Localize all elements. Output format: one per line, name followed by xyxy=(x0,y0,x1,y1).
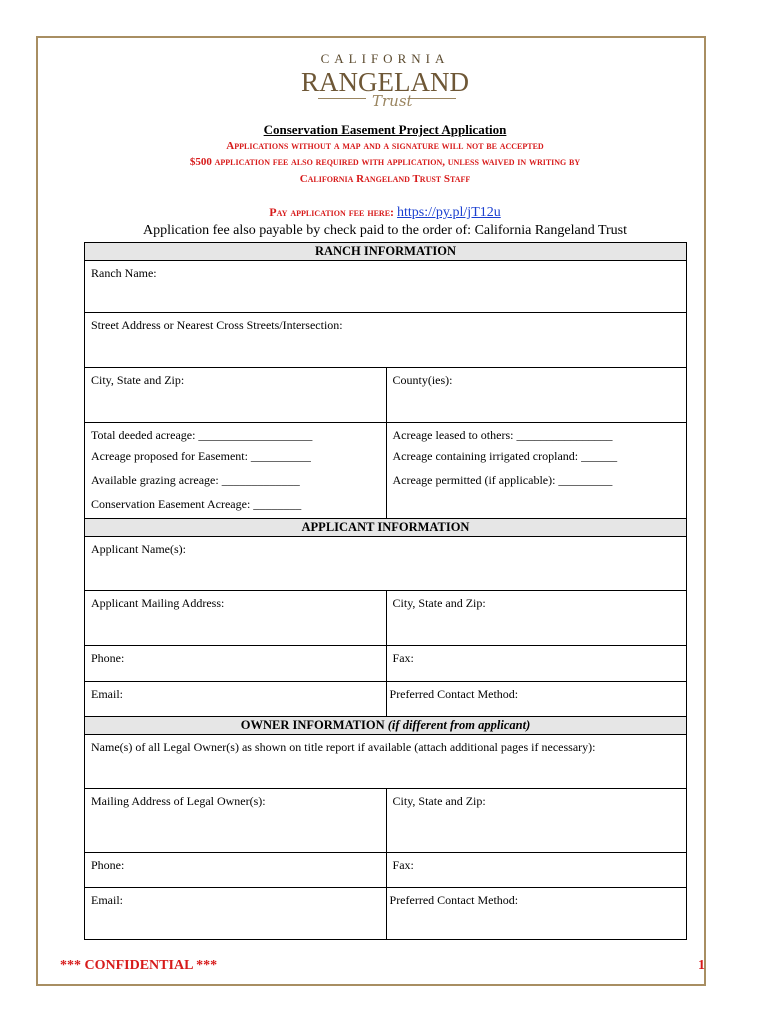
applicant-phone-field[interactable]: Phone: xyxy=(85,646,387,682)
street-address-field[interactable]: Street Address or Nearest Cross Streets/Intersection: xyxy=(85,313,687,368)
logo-top-text: CALIFORNIA xyxy=(320,51,450,66)
applicant-city-field[interactable]: City, State and Zip: xyxy=(386,591,686,646)
applicant-contact-method-field[interactable]: Preferred Contact Method: xyxy=(386,682,686,717)
acreage-permitted-field[interactable]: Acreage permitted (if applicable): _________ xyxy=(386,471,686,495)
owner-header-note: (if different from applicant) xyxy=(387,718,531,732)
ce-acreage-field[interactable]: Conservation Easement Acreage: ________ xyxy=(85,495,387,519)
ranch-info-header: RANCH INFORMATION xyxy=(85,243,687,261)
payment-line xyxy=(0,205,770,221)
owner-mailing-field[interactable]: Mailing Address of Legal Owner(s): xyxy=(85,789,387,853)
confidential-footer: *** CONFIDENTIAL *** xyxy=(60,958,218,973)
owner-phone-field[interactable]: Phone: xyxy=(85,853,387,888)
applicant-mailing-field[interactable]: Applicant Mailing Address: xyxy=(85,591,387,646)
owner-fax-field[interactable]: Fax: xyxy=(386,853,686,888)
empty-cell xyxy=(386,495,686,519)
owner-city-field[interactable]: City, State and Zip: xyxy=(386,789,686,853)
notice-fee: $500 application fee also required with application, unless waived in writing by xyxy=(189,156,581,168)
owner-header-label: OWNER INFORMATION xyxy=(240,718,385,732)
owner-info-header xyxy=(85,717,687,735)
acreage-leased-field[interactable]: Acreage leased to others: ________________ xyxy=(386,423,686,447)
owner-contact-method-field[interactable]: Preferred Contact Method: xyxy=(386,888,686,940)
application-form-table xyxy=(84,242,687,940)
logo-rule-right xyxy=(408,98,456,99)
form-title: Conservation Easement Project Application xyxy=(263,122,507,137)
ranch-name-field[interactable]: Ranch Name: xyxy=(85,261,687,313)
county-field[interactable]: County(ies): xyxy=(386,368,686,423)
logo-script-text: Trust xyxy=(372,92,413,110)
payment-link[interactable]: https://py.pl/jT12u xyxy=(397,205,501,220)
logo-rule-left xyxy=(318,98,366,99)
notice-map-signature: Applications without a map and a signature will not be accepted xyxy=(226,140,544,152)
grazing-acreage-field[interactable]: Available grazing acreage: _____________ xyxy=(85,471,387,495)
ranch-city-field[interactable]: City, State and Zip: xyxy=(85,368,387,423)
owner-email-field[interactable]: Email: xyxy=(85,888,387,940)
california-rangeland-trust-logo xyxy=(300,52,470,112)
applicant-names-field[interactable]: Applicant Name(s): xyxy=(85,537,687,591)
acreage-proposed-field[interactable]: Acreage proposed for Easement: __________ xyxy=(85,447,387,471)
irrigated-cropland-field[interactable]: Acreage containing irrigated cropland: ______ xyxy=(386,447,686,471)
total-deeded-acreage-field[interactable]: Total deeded acreage: ___________________ xyxy=(85,423,387,447)
applicant-fax-field[interactable]: Fax: xyxy=(386,646,686,682)
notice-staff: California Rangeland Trust Staff xyxy=(299,173,471,185)
applicant-info-header: APPLICANT INFORMATION xyxy=(85,519,687,537)
page-number: 1 xyxy=(698,958,705,973)
applicant-email-field[interactable]: Email: xyxy=(85,682,387,717)
payment-label: Pay application fee here: xyxy=(269,205,395,219)
logo-main-text: RANGELAND xyxy=(301,67,469,97)
owner-names-field[interactable]: Name(s) of all Legal Owner(s) as shown on title report if available (attach additional pages if necessary): xyxy=(85,735,687,789)
check-payment-note: Application fee also payable by check paid to the order of: California Rangeland Trust xyxy=(142,223,628,238)
